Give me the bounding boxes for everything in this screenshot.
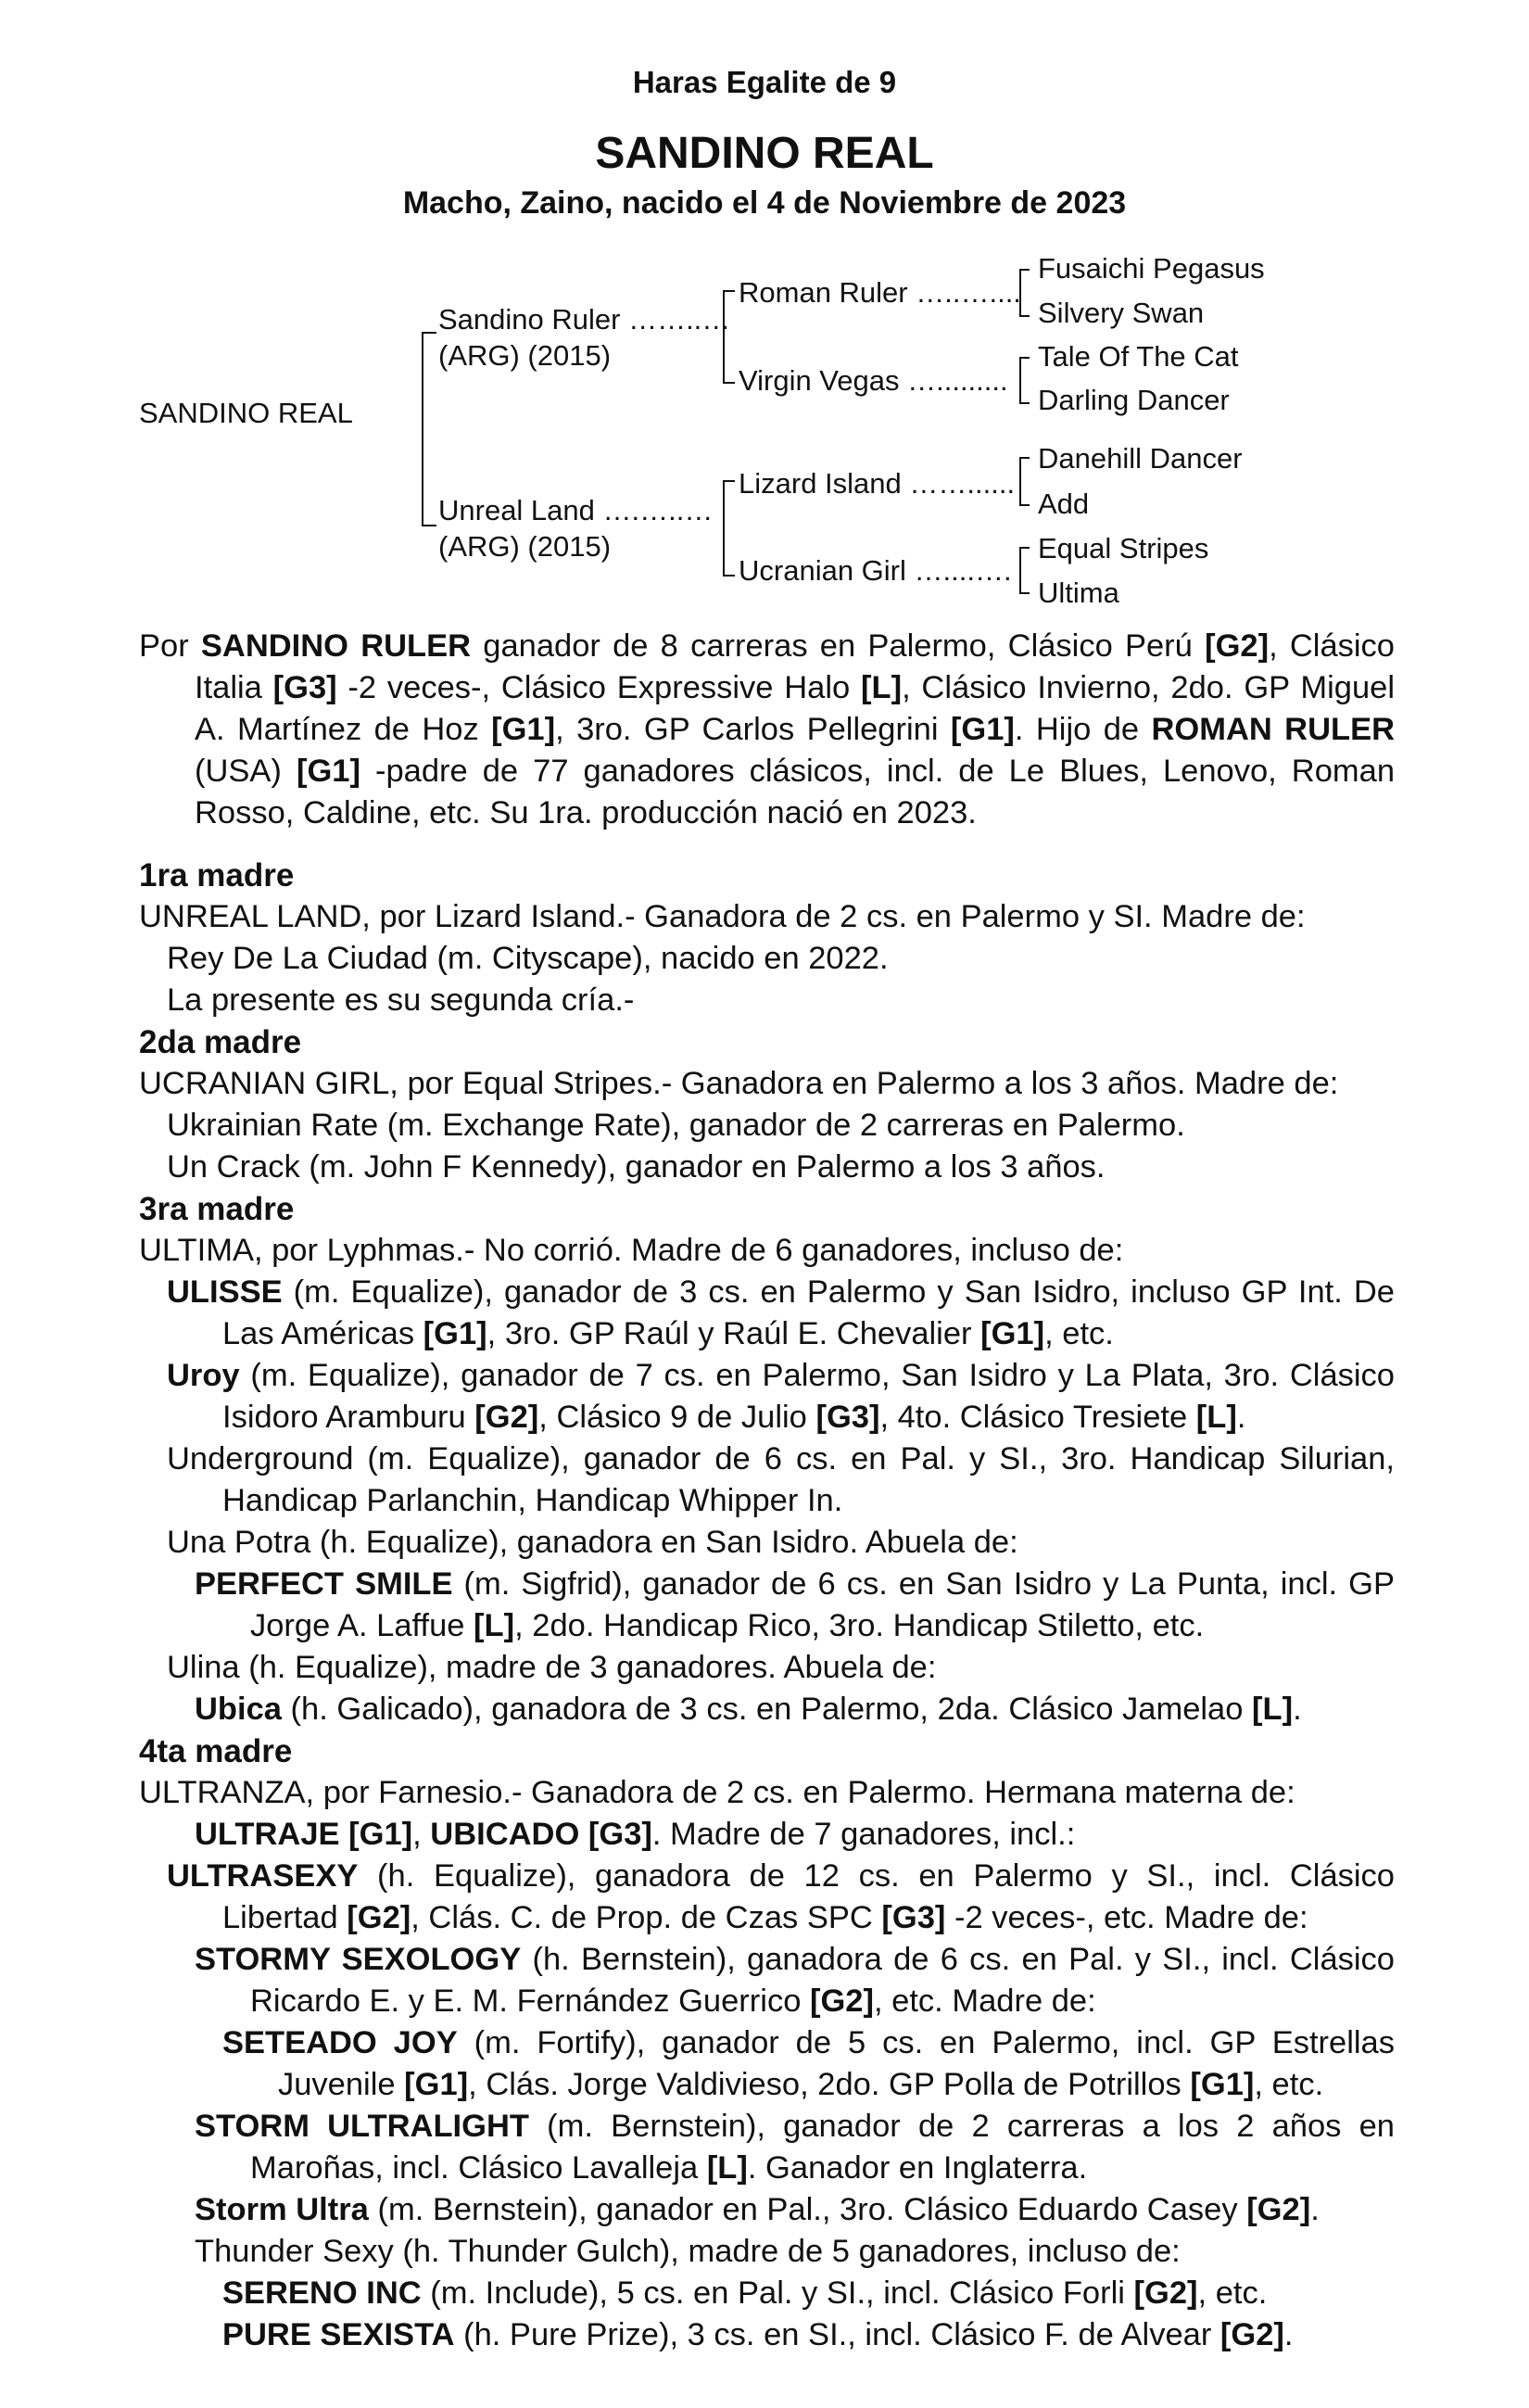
pedigree-bracket [723,290,735,384]
dam3-grandproduce: PERFECT SMILE (m. Sigfrid), ganador de 6 cs. en San Isidro y La Punta, incl. GP Jorge A. Laffue [L], 2do. Handicap Rico, 3ro. Handicap Stiletto, etc. [195,1566,1395,1643]
pedigree-bracket [1019,269,1030,317]
dam4-siblings: ULTRAJE [G1], UBICADO [G3]. Madre de 7 ganadores, incl.: [195,1817,1076,1852]
dam4-grandproduce: Storm Ultra (m. Bernstein), ganador en Pal., 3ro. Clásico Eduardo Casey [G2]. [195,2192,1320,2227]
dam2-produce: Un Crack (m. John F Kennedy), ganador en Palermo a los 3 años. [167,1149,1106,1185]
dam4-line: ULTRANZA, por Farnesio.- Ganadora de 2 cs. en Palermo. Hermana materna de: [139,1775,1295,1810]
dam4-grandproduce: Thunder Sexy (h. Thunder Gulch), madre de 5 ganadores, incluso de: [195,2234,1181,2269]
pedigree-dam-sire: Lizard Island ……...... [739,467,1016,500]
dam3-grandproduce: Ubica (h. Galicado), ganadora de 3 cs. en Palermo, 2da. Clásico Jamelao [L]. [195,1692,1302,1727]
dam3-heading: 3ra madre [139,1191,295,1227]
dam3-produce: Ulina (h. Equalize), madre de 3 ganadores. Abuela de: [167,1650,937,1685]
pedigree-dam-dam: Ucranian Girl …....…. [739,554,1012,587]
dam2-heading: 2da madre [139,1024,302,1060]
pedigree-gg5: Danehill Dancer [1038,442,1243,475]
dam3-produce: Uroy (m. Equalize), ganador de 7 cs. en Palermo, San Isidro y La Plata, 3ro. Clásico Isidoro Aramburu [G2], Clásico 9 de Julio [G3], 4to. Clásico Tresiete [L]. [167,1358,1395,1435]
pedigree-gg6: Add [1038,488,1090,520]
dam3-produce: ULISSE (m. Equalize), ganador de 3 cs. en Palermo y San Isidro, incluso GP Int. De Las Américas [G1], 3ro. GP Raúl y Raúl E. Chevalier [G1], etc. [167,1274,1395,1351]
dam2-line: UCRANIAN GIRL, por Equal Stripes.- Ganadora en Palermo a los 3 años. Madre de: [139,1066,1339,1101]
pedigree-sire: Sandino Ruler ……..… [438,303,731,336]
pedigree-gg3: Tale Of The Cat [1038,340,1239,373]
pedigree-gg4: Darling Dancer [1038,384,1230,416]
dam2-produce: Ukrainian Rate (m. Exchange Rate), ganador de 2 carreras en Palermo. [167,1108,1185,1143]
pedigree-gg8: Ultima [1038,577,1119,609]
pedigree-sire-dam: Virgin Vegas …......... [739,364,1008,397]
pedigree-sire-sire: Roman Ruler …..….... [739,276,1021,309]
stud-name: Haras Egalite de 9 [632,65,897,99]
dam3-produce: Underground (m. Equalize), ganador de 6 cs. en Pal. y SI., 3ro. Handicap Silurian, Handicap Parlanchin, Handicap Whipper In. [167,1441,1395,1518]
dam4-grandproduce: STORMY SEXOLOGY (h. Bernstein), ganadora de 6 cs. en Pal. y SI., incl. Clásico Ricardo E. y E. M. Fernández Guerrico [G2], etc. Madre de: [195,1942,1395,2019]
dam3-produce: Una Potra (h. Equalize), ganadora en San Isidro. Abuela de: [167,1525,1018,1560]
pedigree-bracket [1019,457,1030,506]
dam3-line: ULTIMA, por Lyphmas.- No corrió. Madre de 6 ganadores, incluso de: [139,1233,1124,1268]
sire-paragraph: Por SANDINO RULER ganador de 8 carreras en Palermo, Clásico Perú [G2], Clásico Italia [G3] -2 veces-, Clásico Expressive Halo [L], Clásico Invierno, 2do. GP Miguel A. Martínez de Hoz [G1], 3ro. GP Carlos Pellegrini [G1]. Hijo de ROMAN RULER (USA) [G1] -padre de 77 ganadores clásicos, incl. de Le Blues, Lenovo, Roman Rosso, Caldine, etc. Su 1ra. producción nació en 2023. [139,628,1396,830]
dam1-heading: 1ra madre [139,857,295,893]
pedigree-bracket [1019,547,1030,594]
dam4-greatgrandproduce: SETEADO JOY (m. Fortify), ganador de 5 cs. en Palermo, incl. GP Estrellas Juvenile [G1], Clás. Jorge Valdivieso, 2do. GP Polla de Potrillos [G1], etc. [222,2025,1395,2102]
pedigree-bracket [1019,357,1030,404]
dam4-greatgrandproduce: PURE SEXISTA (h. Pure Prize), 3 cs. en SI., incl. Clásico F. de Alvear [G2]. [222,2317,1294,2352]
pedigree-bracket [422,332,436,526]
dam4-heading: 4ta madre [139,1733,293,1769]
pedigree-subject: SANDINO REAL [139,397,353,429]
sire-section [139,626,1395,834]
pedigree-dam-info: (ARG) (2015) [438,530,612,563]
pedigree-sire-info: (ARG) (2015) [438,339,612,372]
horse-title: SANDINO REAL [595,129,934,178]
dam1-produce: Rey De La Ciudad (m. Cityscape), nacido en 2022. [167,941,889,976]
dam4-greatgrandproduce: SERENO INC (m. Include), 5 cs. en Pal. y SI., incl. Clásico Forli [G2], etc. [222,2275,1268,2311]
dam1-produce: La presente es su segunda cría.- [167,982,635,1018]
pedigree-gg7: Equal Stripes [1038,532,1209,564]
pedigree-gg2: Silvery Swan [1038,297,1205,329]
dam4-grandproduce: STORM ULTRALIGHT (m. Bernstein), ganador de 2 carreras a los 2 años en Maroñas, incl. Clásico Lavalleja [L]. Ganador en Inglaterra. [195,2109,1395,2186]
dam1-line: UNREAL LAND, por Lizard Island.- Ganadora de 2 cs. en Palermo y SI. Madre de: [139,899,1306,934]
horse-description: Macho, Zaino, nacido el 4 de Noviembre de 2023 [402,185,1127,221]
pedigree-gg1: Fusaichi Pegasus [1038,252,1265,285]
female-family [139,855,1395,2356]
dam4-produce: ULTRASEXY (h. Equalize), ganadora de 12 cs. en Palermo y SI., incl. Clásico Libertad [G2], Clás. C. de Prop. de Czas SPC [G3] -2 veces-, etc. Madre de: [167,1858,1395,1935]
pedigree-dam: Unreal Land ….…..… [438,494,714,526]
pedigree-bracket [723,480,735,577]
